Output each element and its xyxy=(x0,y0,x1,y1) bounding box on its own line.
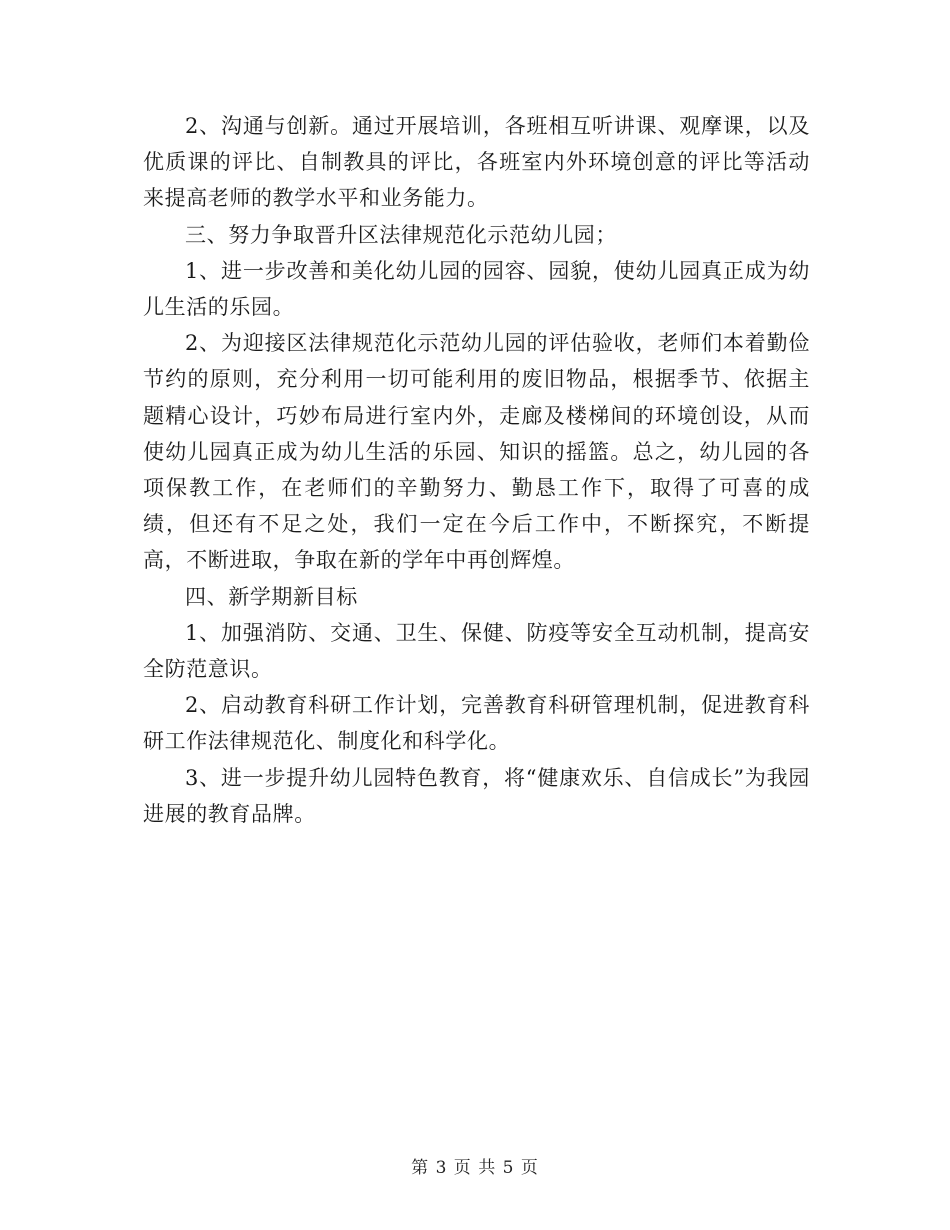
paragraph-improve-campus: 1、进一步改善和美化幼儿园的园容、园貌，使幼儿园真正成为幼儿生活的乐园。 xyxy=(143,258,810,320)
paragraph-evaluation-acceptance: 2、为迎接区法律规范化示范幼儿园的评估验收，老师们本着勤俭节约的原则，充分利用一切可能利用的废旧物品，根据季节、依据主题精心设计，巧妙布局进行室内外，走廊及楼梯间的环境创设，从而使幼儿园真正成为幼儿生活的乐园、知识的摇篮。总之，幼儿园的各项保教工作，在老师们的辛勤努力、勤恳工作下，取得了可喜的成绩，但还有不足之处，我们一定在今后工作中，不断探究，不断提高，不断进取，争取在新的学年中再创辉煌。 xyxy=(143,331,810,573)
section-heading-four: 四、新学期新目标 xyxy=(185,584,358,609)
paragraph-research-plan: 2、启动教育科研工作计划，完善教育科研管理机制，促进教育科研工作法律规范化、制度化和科学化。 xyxy=(143,693,810,754)
paragraph-safety-mechanism: 1、加强消防、交通、卫生、保健、防疫等安全互动机制，提高安全防范意识。 xyxy=(143,620,810,682)
page-number-footer: 第 3 页 共 5 页 xyxy=(411,1158,539,1178)
paragraph-featured-education: 3、进一步提升幼儿园特色教育，将“健康欢乐、自信成长”为我园进展的教育品牌。 xyxy=(143,765,810,826)
section-heading-three: 三、努力争取晋升区法律规范化示范幼儿园； xyxy=(185,222,617,247)
document-body xyxy=(143,108,810,832)
paragraph-communication-innovation: 2、沟通与创新。通过开展培训，各班相互听讲课、观摩课，以及优质课的评比、自制教具的评比，各班室内外环境创意的评比等活动来提高老师的教学水平和业务能力。 xyxy=(143,114,810,211)
